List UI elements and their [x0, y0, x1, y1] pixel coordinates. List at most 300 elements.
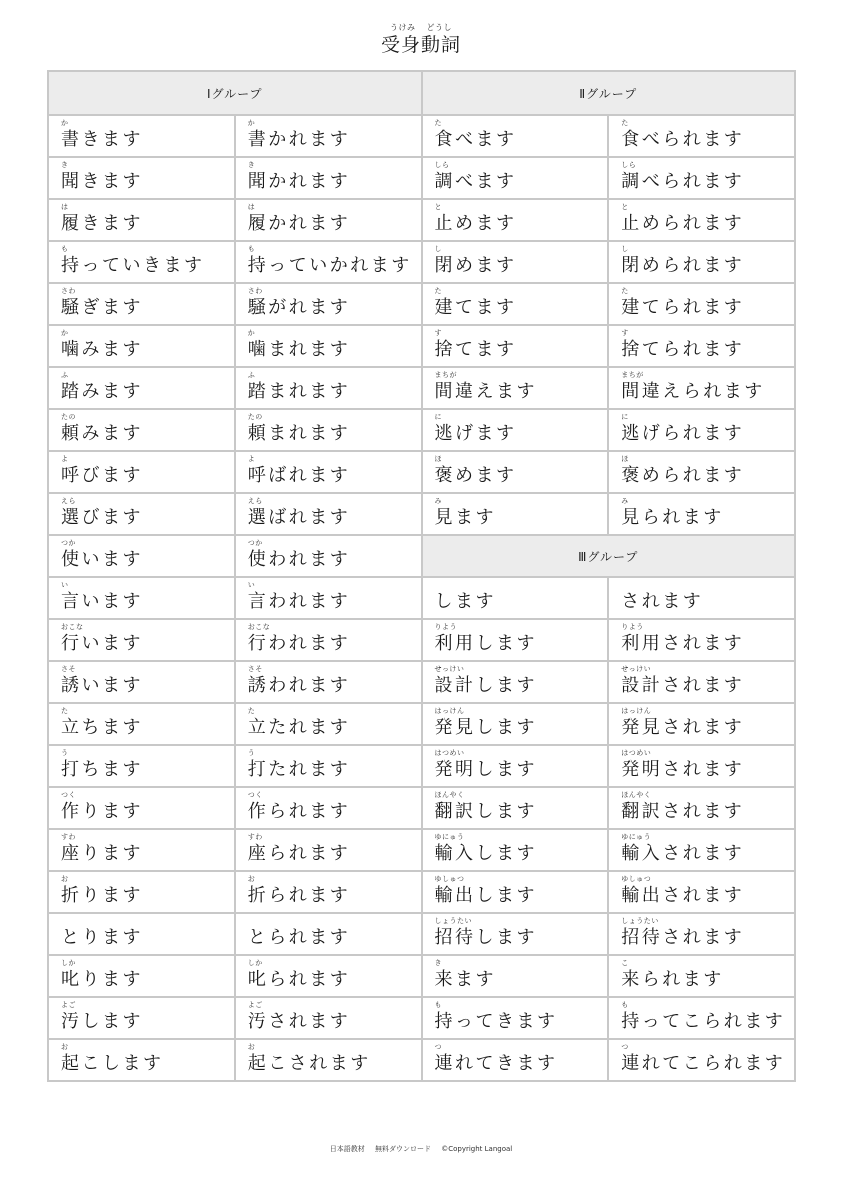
- verb-word: 言われます: [247, 591, 351, 612]
- furigana: よご: [61, 1001, 76, 1009]
- furigana: ほ: [434, 455, 442, 463]
- group3-verb-passive: [608, 703, 795, 745]
- furigana: ふ: [247, 371, 256, 379]
- furigana: さそ: [247, 665, 263, 673]
- furigana: は: [247, 203, 256, 211]
- verb-table: [47, 70, 796, 1082]
- header-row: [48, 71, 795, 115]
- verb-word: 食べます: [434, 129, 517, 150]
- group1-verb-masu: [48, 871, 235, 913]
- group1-verb-masu: [48, 787, 235, 829]
- verb-word: 褒めます: [434, 465, 517, 486]
- furigana: たの: [61, 413, 76, 421]
- furigana: はっけん: [434, 707, 465, 715]
- group3-verb-passive: [608, 997, 795, 1039]
- group1-verb-masu: [48, 703, 235, 745]
- group2-verb-masu: [422, 367, 609, 409]
- furigana: た: [621, 119, 629, 127]
- verb-word: 逃げられます: [621, 423, 745, 444]
- group1-verb-masu: [48, 367, 235, 409]
- group1-verb-masu: [48, 829, 235, 871]
- group3-verb-passive: [608, 661, 795, 703]
- verb-word: 叱られます: [247, 969, 351, 990]
- group3-verb-masu: [422, 913, 609, 955]
- verb-word: 踏みます: [61, 381, 143, 402]
- furigana: まちが: [434, 371, 457, 379]
- group3-verb-passive: [608, 787, 795, 829]
- group1-verb-passive: [235, 577, 422, 619]
- group1-verb-passive: [235, 745, 422, 787]
- group3-verb-masu: [422, 871, 609, 913]
- table-row: [48, 787, 795, 829]
- furigana: えら: [61, 497, 76, 505]
- verb-word: 座られます: [247, 843, 351, 864]
- verb-word: 間違えられます: [621, 381, 765, 402]
- group3-verb-masu: [422, 577, 609, 619]
- table-row: [48, 535, 795, 577]
- furigana: よ: [61, 455, 69, 463]
- verb-word: 頼まれます: [247, 423, 351, 444]
- verb-word: 起こします: [61, 1053, 164, 1074]
- verb-word: 聞かれます: [247, 171, 351, 192]
- furigana: す: [434, 329, 442, 337]
- verb-word: とられます: [247, 927, 351, 948]
- verb-word: 閉めます: [434, 255, 517, 276]
- verb-word: 連れてきます: [434, 1053, 558, 1074]
- verb-word: 見ます: [434, 507, 496, 528]
- group2-verb-masu: [422, 451, 609, 493]
- furigana: た: [434, 119, 442, 127]
- group2-verb-passive: [608, 199, 795, 241]
- verb-word: 書きます: [61, 129, 143, 150]
- furigana: ゆしゅつ: [434, 875, 465, 883]
- group1-verb-masu: [48, 157, 235, 199]
- furigana: しら: [434, 161, 450, 169]
- furigana: も: [621, 1001, 629, 1009]
- verb-word: 輸入します: [434, 843, 537, 864]
- furigana: すわ: [247, 833, 263, 841]
- group2-verb-masu: [422, 199, 609, 241]
- group2-verb-passive: [608, 325, 795, 367]
- table-row: [48, 745, 795, 787]
- furigana: い: [247, 581, 256, 589]
- furigana: ほんやく: [621, 791, 652, 799]
- verb-word: 閉められます: [621, 255, 745, 276]
- verb-word: 招待します: [434, 927, 537, 948]
- verb-word: 騒がれます: [247, 297, 351, 318]
- furigana: [621, 578, 794, 590]
- verb-word: 折られます: [247, 885, 351, 906]
- furigana: おこな: [247, 623, 271, 631]
- furigana: し: [621, 245, 629, 253]
- furigana: [61, 914, 234, 926]
- group1-verb-masu: [48, 535, 235, 577]
- verb-word: 逃げます: [434, 423, 517, 444]
- group1-verb-masu: [48, 745, 235, 787]
- verb-word: 持っていきます: [61, 255, 205, 276]
- group1-verb-passive: [235, 955, 422, 997]
- group1-verb-masu: [48, 955, 235, 997]
- furigana: よご: [247, 1001, 263, 1009]
- table-row: [48, 157, 795, 199]
- group3-verb-masu: [422, 1039, 609, 1081]
- furigana: み: [621, 497, 629, 505]
- verb-word: 持ってきます: [434, 1011, 558, 1032]
- furigana: と: [621, 203, 629, 211]
- furigana: ゆにゅう: [434, 833, 465, 841]
- furigana: た: [621, 287, 629, 295]
- group1-header: Ⅰグループ: [48, 71, 422, 115]
- group3-verb-passive: [608, 745, 795, 787]
- group1-verb-passive: [235, 409, 422, 451]
- group2-verb-masu: [422, 409, 609, 451]
- furigana: き: [61, 161, 69, 169]
- group1-verb-masu: [48, 283, 235, 325]
- group3-verb-passive: [608, 1039, 795, 1081]
- verb-word: 履かれます: [247, 213, 351, 234]
- verb-word: されます: [621, 591, 704, 612]
- furigana: き: [434, 959, 442, 967]
- verb-word: 輸入されます: [621, 843, 745, 864]
- verb-word: 輸出します: [434, 885, 537, 906]
- verb-word: 立ちます: [61, 717, 143, 738]
- verb-word: 聞きます: [61, 171, 143, 192]
- group3-header: Ⅲグループ: [422, 535, 796, 577]
- furigana: つく: [247, 791, 263, 799]
- furigana: か: [61, 119, 69, 127]
- verb-word: 行われます: [247, 633, 351, 654]
- group1-verb-masu: [48, 325, 235, 367]
- furigana: た: [247, 707, 256, 715]
- verb-word: 発明されます: [621, 759, 745, 780]
- verb-word: 調べられます: [621, 171, 745, 192]
- verb-word: 利用します: [434, 633, 537, 654]
- group1-verb-masu: [48, 409, 235, 451]
- verb-word: 招待されます: [621, 927, 745, 948]
- table-row: [48, 1039, 795, 1081]
- group3-verb-masu: [422, 997, 609, 1039]
- table-row: [48, 199, 795, 241]
- group1-verb-passive: [235, 913, 422, 955]
- verb-word: 座ります: [61, 843, 143, 864]
- group1-verb-passive: [235, 241, 422, 283]
- verb-word: します: [434, 591, 496, 612]
- verb-word: 発見されます: [621, 717, 745, 738]
- furigana: しょうたい: [621, 917, 659, 925]
- verb-word: 翻訳します: [434, 801, 537, 822]
- footer: [0, 1144, 842, 1154]
- verb-word: 捨てます: [434, 339, 517, 360]
- verb-word: 呼びます: [61, 465, 143, 486]
- group1-verb-passive: [235, 283, 422, 325]
- furigana: すわ: [61, 833, 76, 841]
- table-row: [48, 703, 795, 745]
- furigana: こ: [621, 959, 629, 967]
- group3-verb-masu: [422, 955, 609, 997]
- furigana: りよう: [434, 623, 457, 631]
- group3-verb-passive: [608, 577, 795, 619]
- furigana: う: [247, 749, 256, 757]
- verb-word: 使います: [61, 549, 143, 570]
- furigana: す: [621, 329, 629, 337]
- verb-word: 使われます: [247, 549, 351, 570]
- page-title-block: [0, 22, 842, 57]
- group1-verb-passive: [235, 493, 422, 535]
- furigana: つく: [61, 791, 76, 799]
- group1-verb-passive: [235, 829, 422, 871]
- group1-verb-masu: [48, 493, 235, 535]
- group2-verb-masu: [422, 325, 609, 367]
- verb-word: 履きます: [61, 213, 143, 234]
- verb-word: 捨てられます: [621, 339, 745, 360]
- furigana: た: [434, 287, 442, 295]
- furigana: か: [247, 119, 256, 127]
- group1-verb-passive: [235, 997, 422, 1039]
- group3-verb-masu: [422, 619, 609, 661]
- group3-verb-masu: [422, 787, 609, 829]
- table-row: [48, 115, 795, 157]
- verb-word: 利用されます: [621, 633, 745, 654]
- group1-verb-masu: [48, 1039, 235, 1081]
- verb-word: 止めます: [434, 213, 517, 234]
- furigana: し: [434, 245, 442, 253]
- furigana: ほんやく: [434, 791, 465, 799]
- group2-verb-masu: [422, 283, 609, 325]
- verb-word: 建てられます: [621, 297, 745, 318]
- footer-download: 無料ダウンロード: [374, 1145, 431, 1153]
- furigana: う: [61, 749, 69, 757]
- table-row: [48, 829, 795, 871]
- furigana: しょうたい: [434, 917, 472, 925]
- group2-verb-masu: [422, 241, 609, 283]
- verb-word: 頼みます: [61, 423, 143, 444]
- group1-verb-masu: [48, 577, 235, 619]
- furigana: お: [61, 875, 69, 883]
- group1-verb-masu: [48, 661, 235, 703]
- footer-copyright: ©Copyright Langoal: [441, 1145, 513, 1153]
- furigana: か: [61, 329, 69, 337]
- group1-verb-passive: [235, 199, 422, 241]
- verb-word: 汚されます: [247, 1011, 351, 1032]
- furigana: つ: [621, 1043, 629, 1051]
- page-title: 受身動詞: [380, 34, 461, 56]
- table-row: [48, 955, 795, 997]
- furigana: はつめい: [434, 749, 465, 757]
- verb-word: 建てます: [434, 297, 517, 318]
- furigana: しら: [621, 161, 637, 169]
- group1-verb-passive: [235, 871, 422, 913]
- furigana: ほ: [621, 455, 629, 463]
- group2-verb-passive: [608, 409, 795, 451]
- verb-word: 発明します: [434, 759, 537, 780]
- group1-verb-passive: [235, 451, 422, 493]
- furigana: か: [247, 329, 256, 337]
- group2-verb-passive: [608, 241, 795, 283]
- verb-word: 翻訳されます: [621, 801, 745, 822]
- table-row: [48, 409, 795, 451]
- group3-verb-masu: [422, 829, 609, 871]
- footer-material: 日本語教材: [329, 1145, 365, 1153]
- verb-word: 騒ぎます: [61, 297, 143, 318]
- verb-word: 打ちます: [61, 759, 143, 780]
- group1-verb-masu: [48, 199, 235, 241]
- group1-verb-masu: [48, 997, 235, 1039]
- title-ruby: [0, 22, 842, 33]
- furigana: りよう: [621, 623, 644, 631]
- table-row: [48, 577, 795, 619]
- group1-verb-masu: [48, 451, 235, 493]
- group3-verb-passive: [608, 829, 795, 871]
- verb-word: 作られます: [247, 801, 351, 822]
- group1-verb-passive: [235, 703, 422, 745]
- group1-verb-passive: [235, 325, 422, 367]
- furigana: しか: [247, 959, 263, 967]
- table-row: [48, 997, 795, 1039]
- furigana: はつめい: [621, 749, 652, 757]
- verb-word: とります: [61, 927, 143, 948]
- group3-verb-passive: [608, 913, 795, 955]
- furigana: さわ: [247, 287, 263, 295]
- group2-header: Ⅱグループ: [422, 71, 796, 115]
- verb-word: 言います: [61, 591, 143, 612]
- table-row: [48, 493, 795, 535]
- title-ruby-1: うけみ: [389, 23, 416, 32]
- verb-word: 設計します: [434, 675, 537, 696]
- verb-word: 打たれます: [247, 759, 351, 780]
- verb-word: 調べます: [434, 171, 517, 192]
- furigana: と: [434, 203, 442, 211]
- verb-word: 折ります: [61, 885, 143, 906]
- group1-verb-masu: [48, 913, 235, 955]
- table-row: [48, 913, 795, 955]
- verb-word: 来られます: [621, 969, 724, 990]
- table-row: [48, 325, 795, 367]
- verb-word: 持ってこられます: [621, 1011, 786, 1032]
- group1-verb-masu: [48, 241, 235, 283]
- group1-verb-passive: [235, 115, 422, 157]
- verb-word: 作ります: [61, 801, 143, 822]
- furigana: ふ: [61, 371, 69, 379]
- verb-word: 選びます: [61, 507, 143, 528]
- group1-verb-masu: [48, 115, 235, 157]
- group3-verb-masu: [422, 661, 609, 703]
- verb-word: 誘います: [61, 675, 143, 696]
- furigana: さわ: [61, 287, 76, 295]
- verb-word: 設計されます: [621, 675, 745, 696]
- group1-verb-passive: [235, 1039, 422, 1081]
- group2-verb-passive: [608, 115, 795, 157]
- verb-word: 行います: [61, 633, 143, 654]
- group2-verb-passive: [608, 367, 795, 409]
- furigana: も: [61, 245, 69, 253]
- group2-verb-masu: [422, 115, 609, 157]
- furigana: み: [434, 497, 442, 505]
- group1-verb-masu: [48, 619, 235, 661]
- furigana: まちが: [621, 371, 644, 379]
- furigana: た: [61, 707, 69, 715]
- group3-verb-passive: [608, 619, 795, 661]
- furigana: お: [247, 1043, 256, 1051]
- furigana: も: [247, 245, 256, 253]
- table-row: [48, 871, 795, 913]
- verb-word: 食べられます: [621, 129, 745, 150]
- furigana: き: [247, 161, 256, 169]
- furigana: えら: [247, 497, 263, 505]
- verb-word: 噛まれます: [247, 339, 351, 360]
- furigana: ゆしゅつ: [621, 875, 652, 883]
- verb-word: 褒められます: [621, 465, 745, 486]
- verb-word: 見られます: [621, 507, 724, 528]
- furigana: つ: [434, 1043, 442, 1051]
- verb-word: 立たれます: [247, 717, 351, 738]
- table-row: [48, 241, 795, 283]
- table-row: [48, 661, 795, 703]
- furigana: おこな: [61, 623, 84, 631]
- title-ruby-2: どうし: [426, 23, 453, 32]
- verb-word: 誘われます: [247, 675, 351, 696]
- group2-verb-masu: [422, 493, 609, 535]
- table-row: [48, 619, 795, 661]
- furigana: しか: [61, 959, 76, 967]
- furigana: は: [61, 203, 69, 211]
- table-row: [48, 283, 795, 325]
- group3-verb-passive: [608, 955, 795, 997]
- furigana: つか: [61, 539, 76, 547]
- verb-word: 来ます: [434, 969, 496, 990]
- verb-word: 書かれます: [247, 129, 351, 150]
- group1-verb-passive: [235, 787, 422, 829]
- furigana: さそ: [61, 665, 76, 673]
- furigana: つか: [247, 539, 263, 547]
- furigana: はっけん: [621, 707, 652, 715]
- group1-verb-passive: [235, 619, 422, 661]
- group1-verb-passive: [235, 157, 422, 199]
- verb-word: 連れてこられます: [621, 1053, 786, 1074]
- verb-word: 噛みます: [61, 339, 143, 360]
- group2-verb-passive: [608, 493, 795, 535]
- verb-word: 止められます: [621, 213, 745, 234]
- furigana: に: [621, 413, 629, 421]
- verb-word: 発見します: [434, 717, 537, 738]
- verb-word: 呼ばれます: [247, 465, 351, 486]
- furigana: も: [434, 1001, 442, 1009]
- group3-verb-masu: [422, 745, 609, 787]
- furigana: せっけい: [434, 665, 465, 673]
- furigana: せっけい: [621, 665, 652, 673]
- group1-verb-passive: [235, 367, 422, 409]
- furigana: お: [61, 1043, 69, 1051]
- furigana: お: [247, 875, 256, 883]
- verb-word: 起こされます: [247, 1053, 371, 1074]
- group3-verb-masu: [422, 703, 609, 745]
- furigana: い: [61, 581, 69, 589]
- verb-word: 叱ります: [61, 969, 143, 990]
- furigana: よ: [247, 455, 256, 463]
- group2-verb-passive: [608, 451, 795, 493]
- table-row: [48, 367, 795, 409]
- verb-word: 持っていかれます: [247, 255, 412, 276]
- furigana: [435, 578, 608, 590]
- group2-verb-passive: [608, 283, 795, 325]
- group3-verb-passive: [608, 871, 795, 913]
- group1-verb-passive: [235, 661, 422, 703]
- verb-word: 間違えます: [434, 381, 537, 402]
- group1-verb-passive: [235, 535, 422, 577]
- group2-verb-passive: [608, 157, 795, 199]
- verb-word: 踏まれます: [247, 381, 351, 402]
- furigana: たの: [247, 413, 263, 421]
- group2-verb-masu: [422, 157, 609, 199]
